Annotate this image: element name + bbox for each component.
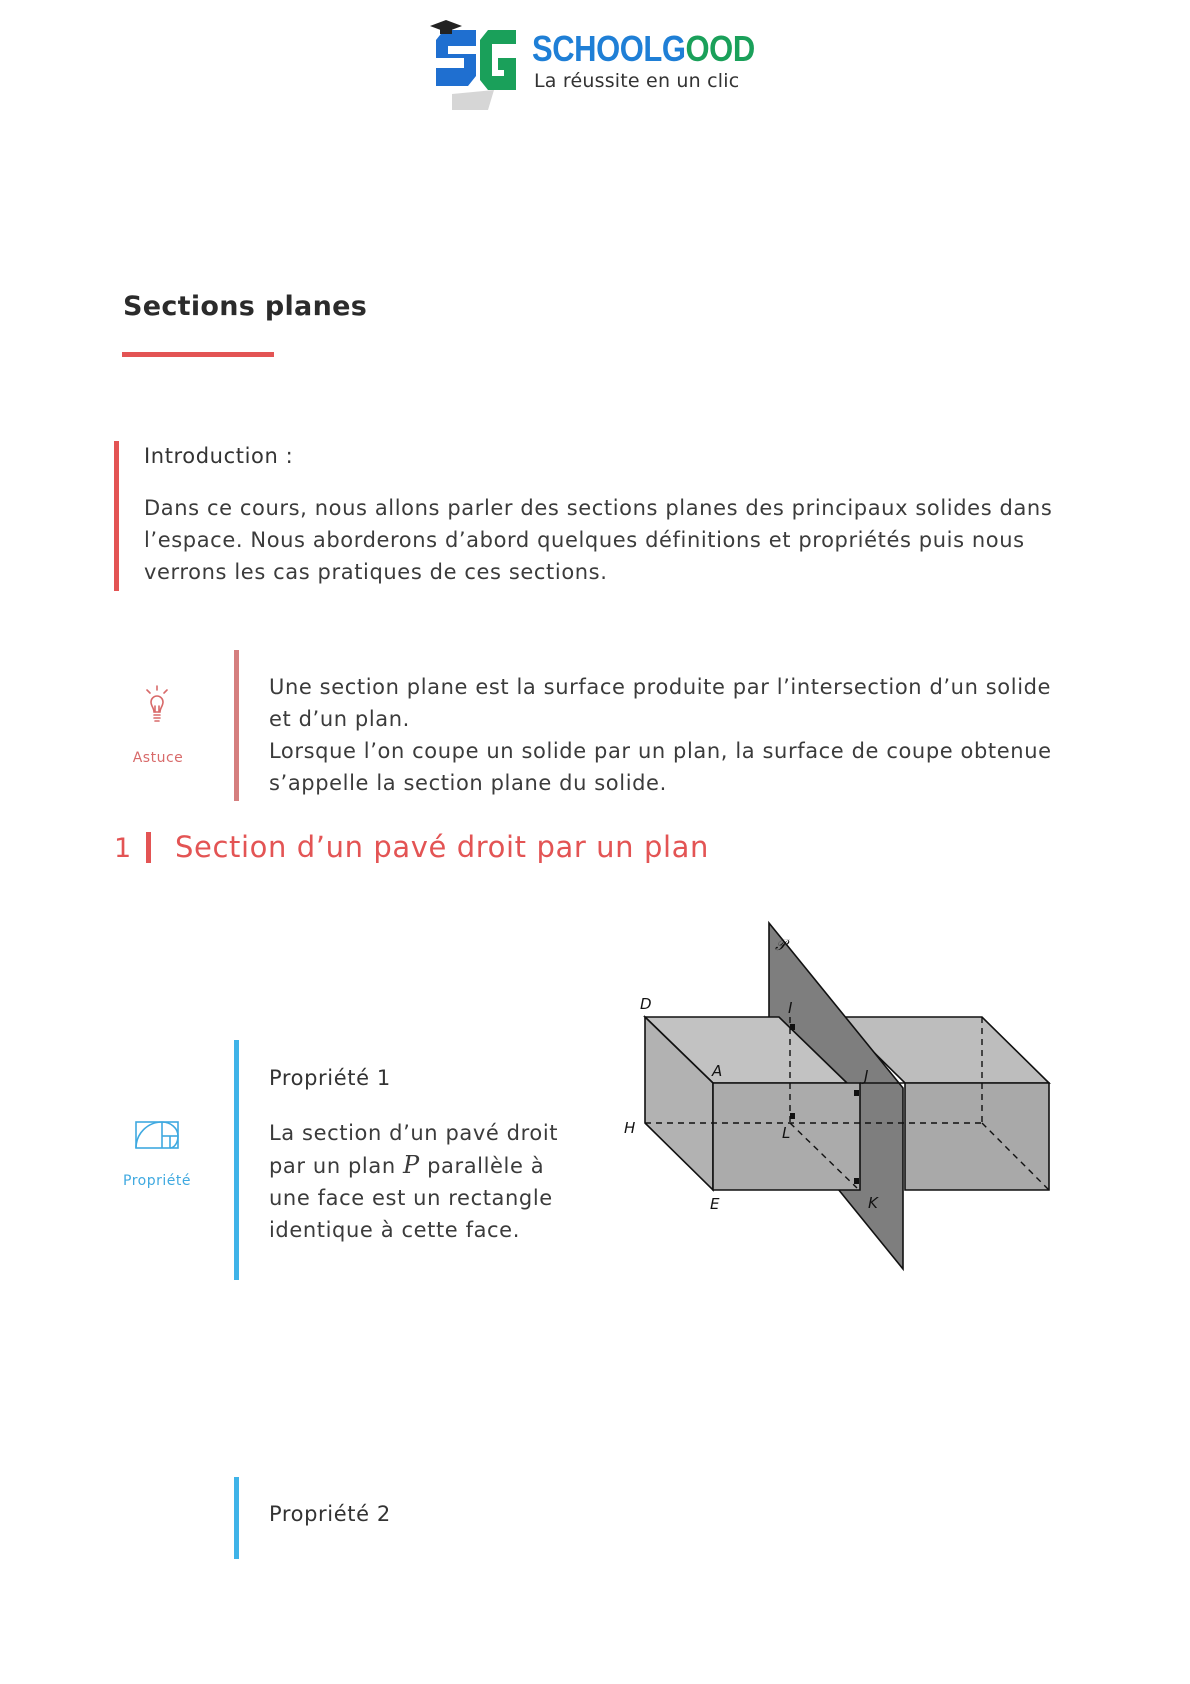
propriete1-text xyxy=(269,1117,589,1246)
point-label-K: K xyxy=(868,1194,878,1212)
astuce-line-1: Une section plane est la surface produite par l’intersection d’un solide et d’un plan. xyxy=(269,675,1052,731)
point-label-J: J xyxy=(864,1067,869,1085)
schoolgood-logo xyxy=(428,14,768,110)
astuce-text xyxy=(269,671,1079,799)
propriete-label: Propriété xyxy=(123,1173,191,1189)
document-title: Sections planes xyxy=(123,291,368,322)
section-number: 1 xyxy=(114,833,132,864)
point-label-H: H xyxy=(624,1119,636,1137)
logo-tagline: La réussite en un clic xyxy=(534,70,740,92)
propriete2-accent-bar xyxy=(234,1477,239,1559)
section-figure xyxy=(620,920,1060,1280)
astuce-accent-bar xyxy=(234,650,239,801)
title-underline xyxy=(122,352,274,357)
intro-text: Dans ce cours, nous allons parler des sections planes des principaux solides dans l’espace. Nous aborderons d’abord quelques définitions et propriétés puis nous verrons les cas pratiques de ces sections. xyxy=(144,496,1053,584)
propriete1-text-after: parallèle à une face est un rectangle identique à cette face. xyxy=(269,1154,553,1242)
propriete1-accent-bar xyxy=(234,1040,239,1280)
point-label-E: E xyxy=(710,1195,720,1213)
intro-accent-bar xyxy=(114,441,119,591)
logo-brand-text: SCHOOLGOOD xyxy=(532,28,755,69)
intro-heading: Introduction : xyxy=(144,444,294,468)
lightbulb-icon xyxy=(143,684,171,728)
propriete1-heading: Propriété 1 xyxy=(269,1066,391,1090)
astuce-line-2: Lorsque l’on coupe un solide par un plan, la surface de coupe obtenue s’appelle la section plane du solide. xyxy=(269,739,1052,795)
propriete1-text-before: La section d’un pavé droit par un plan xyxy=(269,1121,559,1178)
golden-spiral-icon xyxy=(134,1118,180,1152)
plane-label: 𝒫 xyxy=(775,936,786,954)
astuce-label: Astuce xyxy=(132,750,184,766)
propriete2-heading: Propriété 2 xyxy=(269,1502,391,1526)
plane-symbol: P xyxy=(403,1151,420,1179)
section-divider-bar xyxy=(146,832,151,863)
point-label-A: A xyxy=(712,1062,723,1080)
point-label-L: L xyxy=(782,1124,791,1142)
point-label-D: D xyxy=(640,995,652,1013)
section-title: Section d’un pavé droit par un plan xyxy=(175,830,709,864)
point-label-I: I xyxy=(788,999,793,1017)
sg-logo-mark-icon xyxy=(428,14,528,110)
